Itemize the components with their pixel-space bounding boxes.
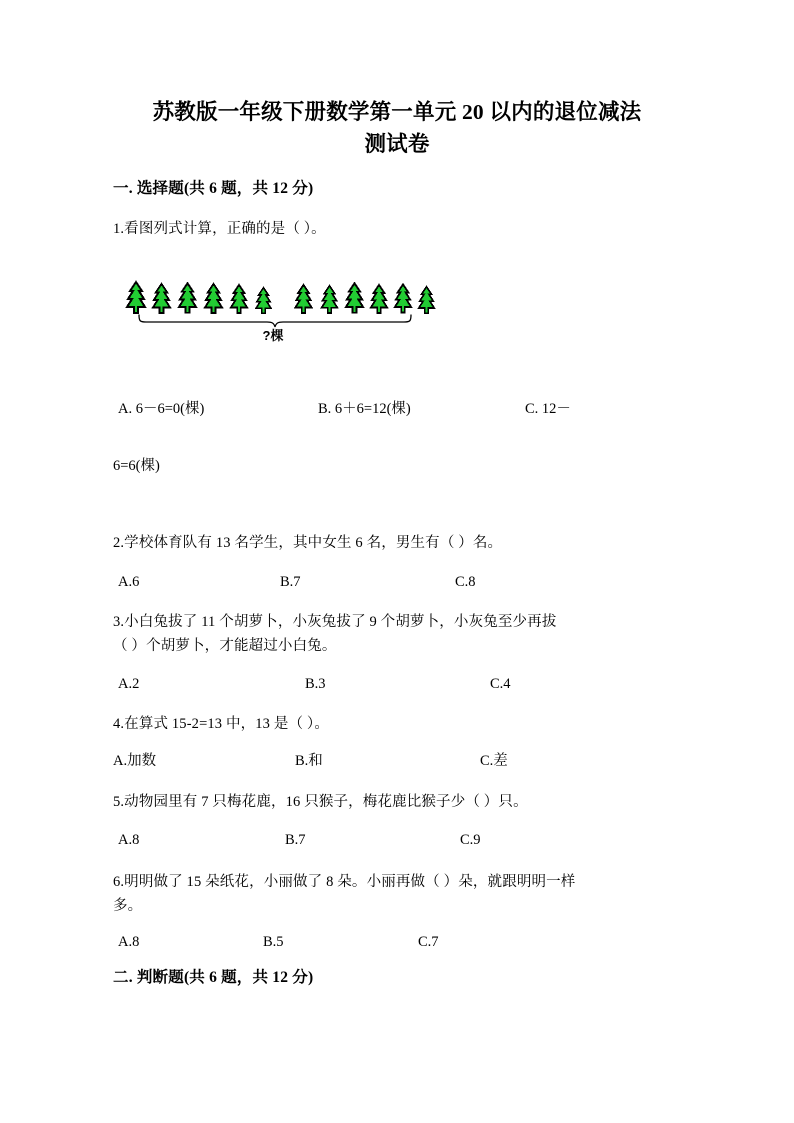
tree-icon xyxy=(177,281,198,314)
section-heading-truefalse: 二. 判断题(共 6 题，共 12 分) xyxy=(113,969,314,986)
figure-brace-label: ?棵 xyxy=(262,328,284,343)
question-5-text: 5.动物园里有 7 只梅花鹿，16 只猴子，梅花鹿比猴子少（ ）只。 xyxy=(113,794,528,810)
tree-icon xyxy=(393,282,413,314)
option-1-c-continuation[interactable]: 6=6(棵) xyxy=(113,458,160,474)
option-5-c[interactable]: C.9 xyxy=(460,832,481,848)
question-6-text-line-1: 6.明明做了 15 朵纸花，小丽做了 8 朵。小丽再做（ ）朵，就跟明明一样 xyxy=(113,874,576,890)
question-6-text-line-2: 多。 xyxy=(113,898,143,914)
option-5-a[interactable]: A.8 xyxy=(118,832,140,848)
question-6-options xyxy=(0,931,794,953)
question-3-options xyxy=(0,673,794,695)
option-2-b[interactable]: B.7 xyxy=(280,574,301,590)
tree-icon xyxy=(369,283,389,314)
option-6-c[interactable]: C.7 xyxy=(418,934,439,950)
question-1-figure xyxy=(113,272,433,350)
option-6-b[interactable]: B.5 xyxy=(263,934,284,950)
page-title-line-1: 苏教版一年级下册数学第一单元 20 以内的退位减法 xyxy=(152,100,642,124)
question-4-options xyxy=(0,750,794,772)
option-6-a[interactable]: A.8 xyxy=(118,934,140,950)
question-3-text-line-2: （ ）个胡萝卜，才能超过小白兔。 xyxy=(113,638,337,654)
tree-icon xyxy=(293,283,314,314)
option-4-c[interactable]: C.差 xyxy=(480,753,508,769)
option-5-b[interactable]: B.7 xyxy=(285,832,306,848)
tree-icon xyxy=(417,285,436,314)
tree-icon xyxy=(319,284,340,314)
tree-icon xyxy=(344,281,365,314)
tree-icon xyxy=(229,283,249,314)
question-3-text-line-1: 3.小白兔拔了 11 个胡萝卜，小灰兔拔了 9 个胡萝卜，小灰兔至少再拔 xyxy=(113,614,557,630)
question-2-options xyxy=(0,571,794,593)
section-heading-choice: 一. 选择题(共 6 题，共 12 分) xyxy=(113,180,314,197)
question-2-text: 2.学校体育队有 13 名学生，其中女生 6 名，男生有（ ）名。 xyxy=(113,535,503,551)
tree-row xyxy=(113,272,433,314)
question-4-text: 4.在算式 15-2=13 中，13 是（ ）。 xyxy=(113,716,329,732)
option-1-c[interactable]: C. 12－ xyxy=(525,401,571,417)
option-1-a[interactable]: A. 6－6=0(棵) xyxy=(118,401,205,417)
question-1-text: 1.看图列式计算，正确的是（ ）。 xyxy=(113,221,326,237)
question-5-options xyxy=(0,829,794,851)
tree-icon xyxy=(151,282,172,314)
tree-icon xyxy=(203,282,224,314)
option-4-a[interactable]: A.加数 xyxy=(113,753,157,769)
option-3-b[interactable]: B.3 xyxy=(305,676,326,692)
option-1-b[interactable]: B. 6＋6=12(棵) xyxy=(318,401,411,417)
option-4-b[interactable]: B.和 xyxy=(295,753,323,769)
tree-icon xyxy=(125,280,147,314)
option-2-a[interactable]: A.6 xyxy=(118,574,140,590)
question-1-options xyxy=(0,398,794,420)
page-title xyxy=(113,96,681,160)
option-2-c[interactable]: C.8 xyxy=(455,574,476,590)
option-3-a[interactable]: A.2 xyxy=(118,676,140,692)
page-title-line-2: 测试卷 xyxy=(364,132,430,156)
option-3-c[interactable]: C.4 xyxy=(490,676,511,692)
tree-icon xyxy=(254,286,273,314)
